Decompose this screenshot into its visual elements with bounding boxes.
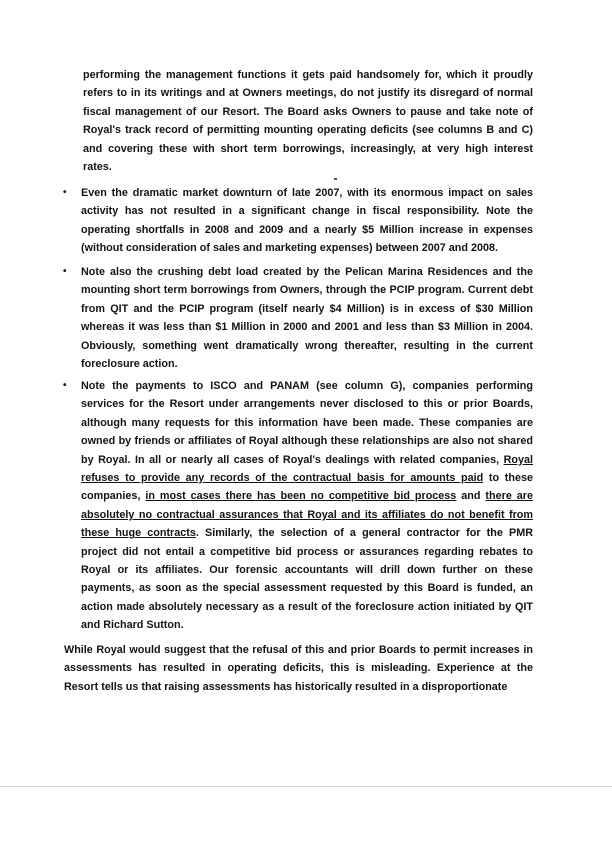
scan-speck [334, 178, 337, 180]
underlined-statement: Royal refuses to provide any records of the contractual basis for amounts paid [81, 453, 533, 485]
paragraph-intro [83, 66, 533, 176]
paragraph-closing: While Royal would suggest that the refusal of this and prior Boards to permit increases in assessments has resulted in operating deficits, this is misleading. Experience at the Resort tells us that raising assessments has historically resulted in a disproportionate [64, 644, 533, 693]
bullet-marker: • [63, 187, 67, 198]
text-segment: Note the payments to ISCO and PANAM (see column G), companies performing services for the Resort under arrangements never disclosed to this or prior Boards, although many requests for this information have been made. These companies are owned by friends or affiliates of Royal although these relationships are also not shared by Royal. In all or nearly all cases of Royal's dealings with related companies, [81, 380, 533, 466]
paragraph-line: fiscal management of our Resort. The Board asks Owners to pause and take note of [83, 105, 533, 118]
bullet-item-related-payments [81, 377, 533, 635]
bullet-marker: • [63, 266, 67, 277]
text-segment: to these companies, [81, 472, 534, 503]
text-segment: and [456, 490, 486, 503]
bullet-item-debt-load: Note also the crushing debt load created by the Pelican Marina Residences and the mounting short term borrowings from Owners, through the PCIP program. Current debt from QIT and the PCIP program (itself nearly $4 Million) is in excess of $30 Million whereas it was less than $1 Million in 2000 and 2001 and less than $3 Million in 2004. Obviously, something went dramatically wrong thereafter, resulting in the current foreclosure action. [81, 266, 533, 371]
underlined-statement: in most cases there has been no competitive bid process [145, 490, 457, 503]
underlined-statement: there are absolutely no contractual assurances that Royal and its affiliates do not benefit from these huge contracts [81, 490, 533, 540]
bullet-item-market-downturn: Even the dramatic market downturn of late 2007, with its enormous impact on sales activity has not resulted in a significant change in fiscal responsibility. Note the operating shortfalls in 2008 and 2009 and a nearly $5 Million increase in expenses (without consideration of sales and marketing expenses) between 2007 and 2008. [81, 187, 533, 255]
scan-fold-line [0, 786, 612, 787]
text-segment: . Similarly, the selection of a general contractor for the PMR project did not entail a competitive bid process or assurances regarding rebates to Royal or its affiliates. Our forensic accountants will drill down further on these payments, as soon as the special assessment requested by this Board is funded, an action made absolutely necessary as a result of the foreclosure action initiated by QIT and Richard Sutton. [81, 527, 533, 632]
paragraph-line: Royal's track record of permitting mounting operating deficits (see columns B and C) [83, 124, 533, 137]
paragraph-line: and covering these with short term borrowings, increasingly, at very high interest [83, 142, 533, 155]
bullet-marker: • [63, 380, 67, 391]
paragraph-line: rates. [83, 161, 112, 174]
paragraph-line: refers to in its writings and at Owners meetings, do not justify its disregard of normal [83, 87, 533, 100]
paragraph-line: performing the management functions it gets paid handsomely for, which it proudly [83, 69, 533, 81]
